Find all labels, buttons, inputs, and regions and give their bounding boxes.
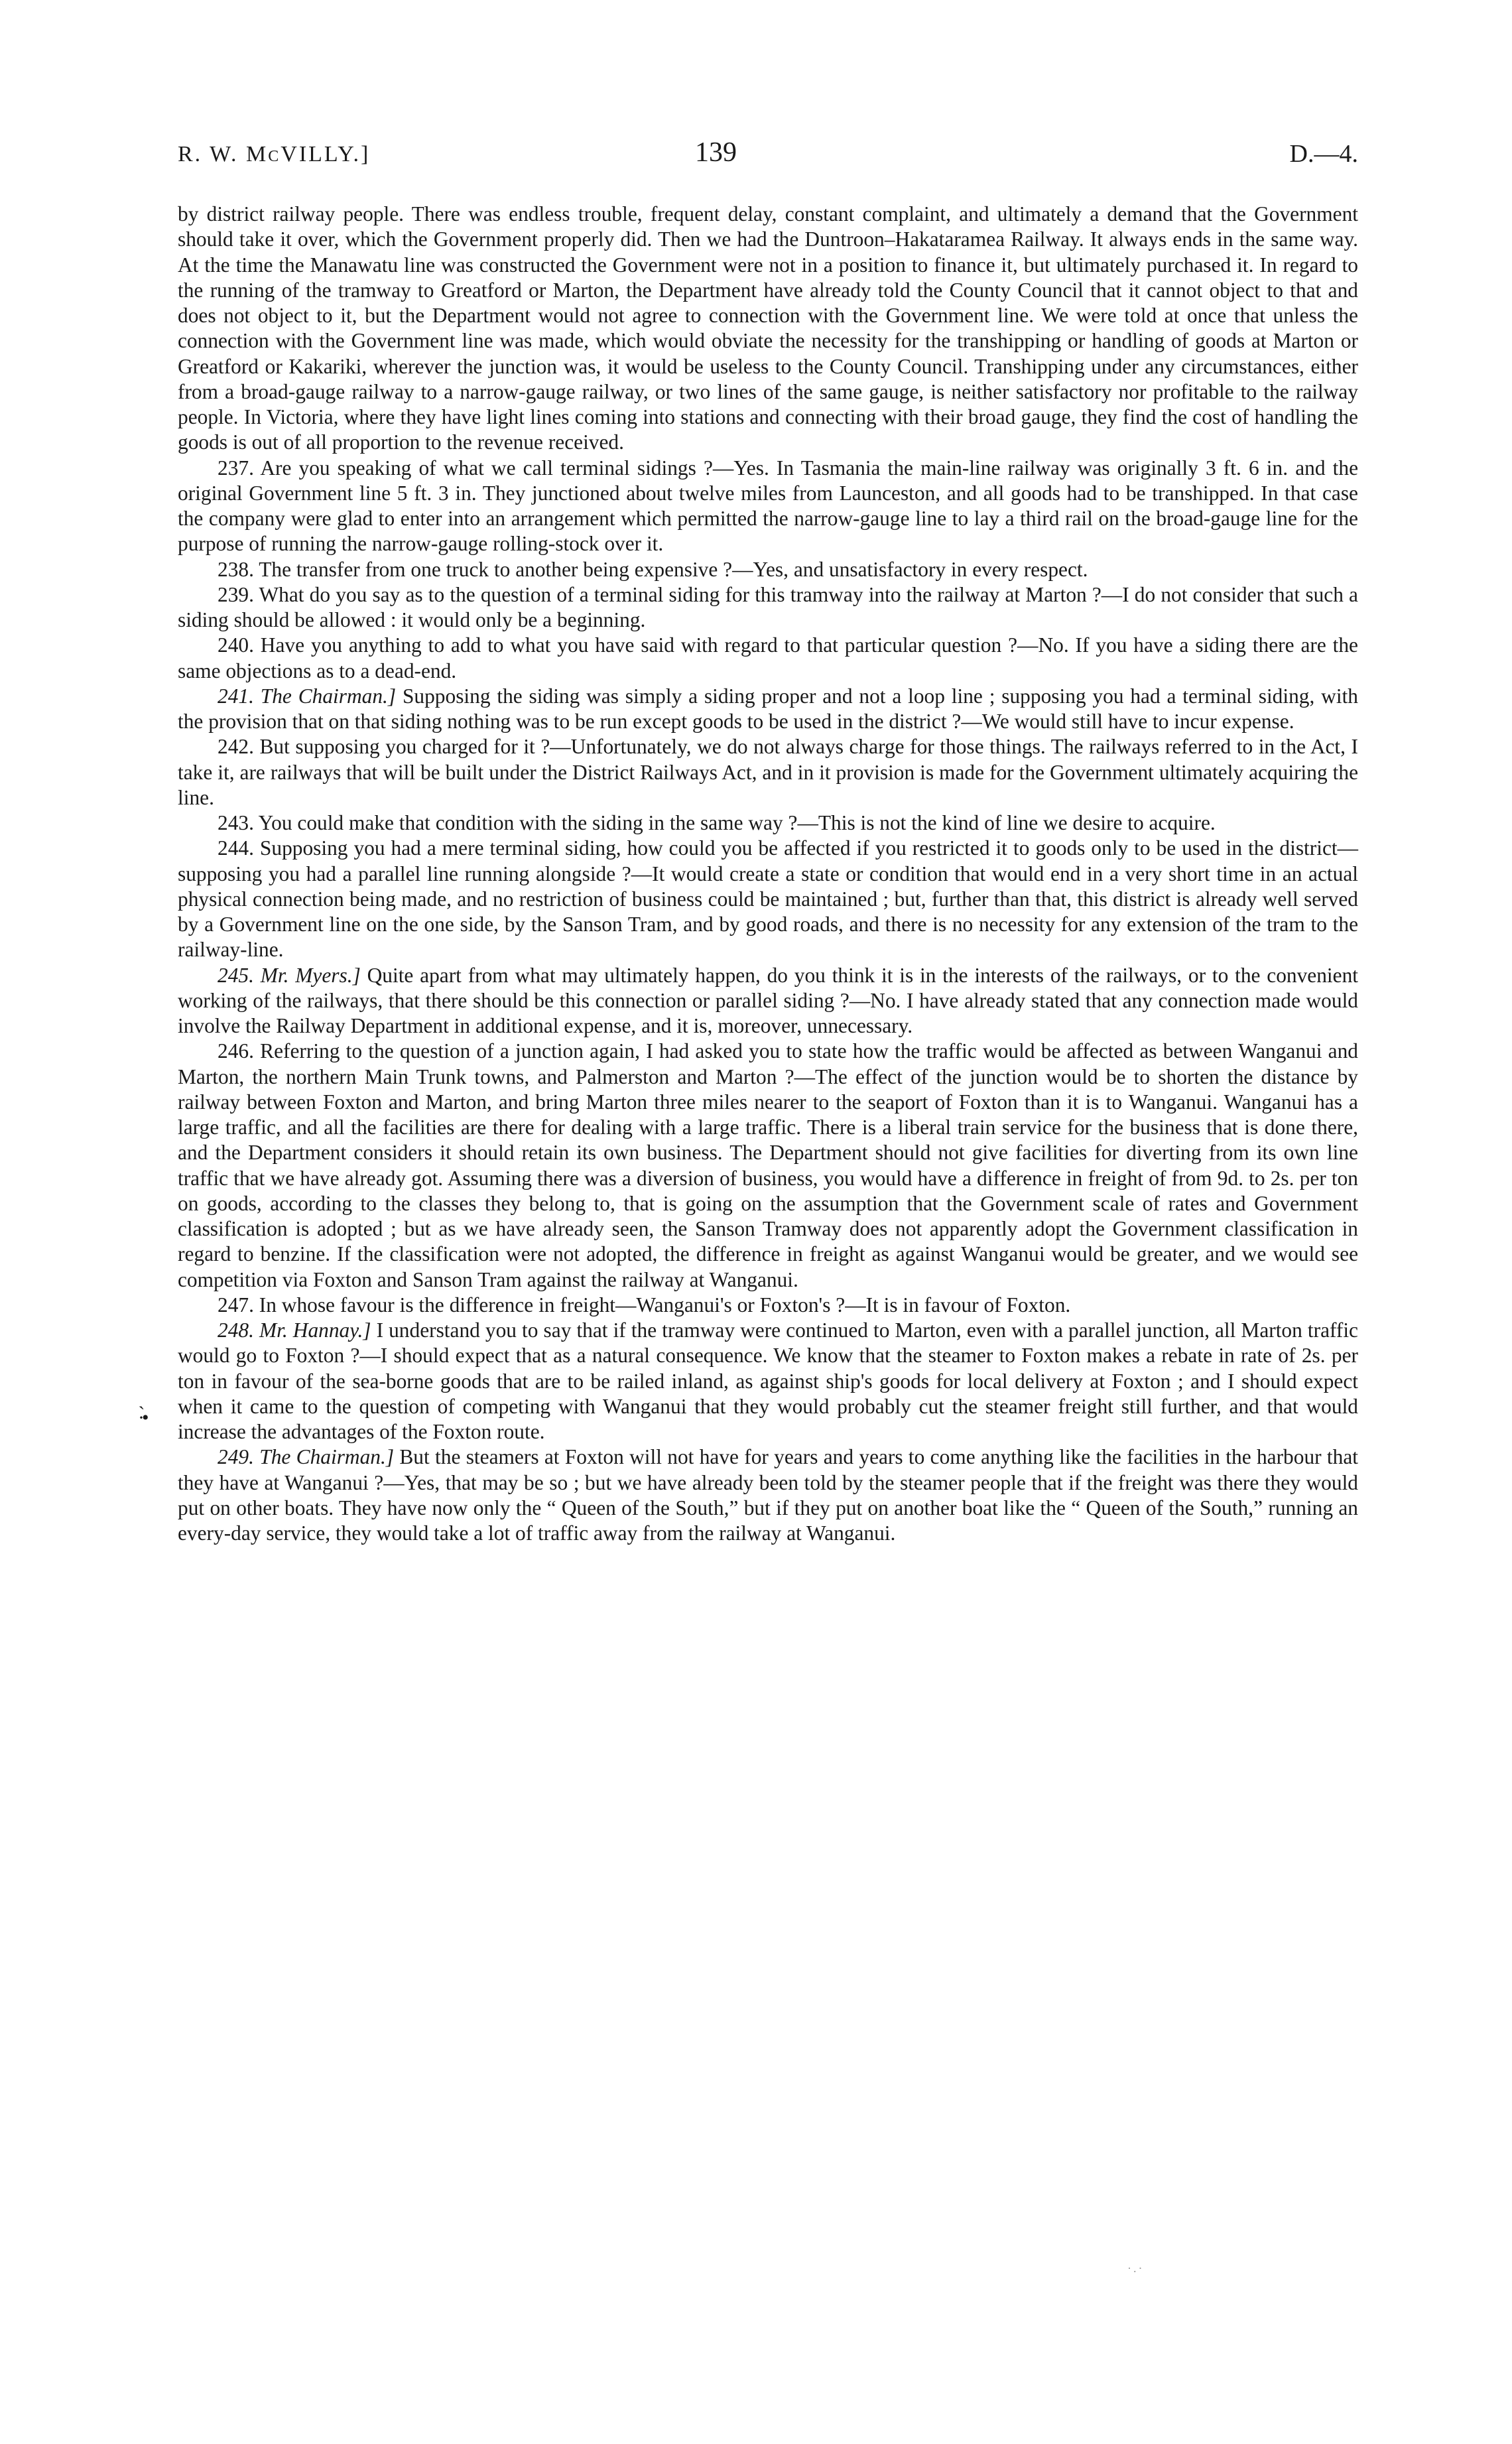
question-246: 246. Referring to the question of a junction again, I had asked you to state how the traffic would be affected as between Wanganui and Marton, the northern Main Trunk towns, and Palmerston and Marton ?—The effect of the junction would be to shorten the distance by railway between Foxton and Marton, and bring Marton three miles nearer to the seaport of Foxton than it is to Wanganui. Wanganui has a large traffic, and all the facilities are there for dealing with a large traffic. There is a liberal train service for the business that is done there, and the Department considers it should retain its own business. The Department should not give facilities for diverting from its own line traffic that we have already got. Assuming there was a diversion of business, you would have a difference in freight of from 9d. to 2s. per ton on goods, according to the classes they belong to, that is going on the assumption that the Government scale of rates and Government classification is adopted ; but as we have already seen, the Sanson Tramway does not apparently adopt the Government classification in regard to benzine. If the classification were not adopted, the difference in freight as against Wanganui would be greater, and we would see competition via Foxton and Sanson Tram against the railway at Wanganui.: [178, 1039, 1358, 1291]
question-248: 248. Mr. Hannay.] I understand you to say that if the tramway were continued to Marton, even with a parallel junction, all Marton traffic would go to Foxton ?—I should expect that as a natural consequence. We know that the steamer to Foxton makes a rebate in rate of 2s. per ton in favour of the sea-borne goods that are to be railed inland, as against ship's goods for local delivery at Foxton ; and I should expect when it came to the question of competing with Wanganui that they would probably cut the steamer freight still further, and that would increase the advantages of the Foxton route.: [178, 1318, 1358, 1443]
question-239: 239. What do you say as to the question of a terminal siding for this tramway into the railway at Marton ?—I do not consider that such a siding should be allowed : it would only be a beginning.: [178, 582, 1358, 631]
question-241: 241. The Chairman.] Supposing the siding was simply a siding proper and not a loop line ; supposing you had a terminal siding, with the provision that on that siding nothing was to be run except goods to be used in the district ?—We would still have to incur expense.: [178, 684, 1358, 733]
question-244: 244. Supposing you had a mere terminal siding, how could you be affected if you restricted it to goods only to be used in the district—supposing you had a parallel line running alongside ?—It would create a state or condition that would end in a very short time in an actual physical connection being made, and no restriction of business could be maintained ; but, further than that, this district is already well served by a Government line on the one side, by the Sanson Tram, and by good roads, and there is no necessity for any extension of the tram to the railway-line.: [178, 836, 1358, 962]
page-header: [178, 137, 1358, 176]
document-reference: D.—4.: [1289, 140, 1358, 168]
question-249: 249. The Chairman.] But the steamers at Foxton will not have for years and years to come anything like the facilities in the harbour that they have at Wanganui ?—Yes, that may be so ; but we have already been told by the steamer people that if the freight was there they would put on other boats. They have now only the “ Queen of the South,” but if they put on another boat like the “ Queen of the South,” running an every-day service, they would take a lot of traffic away from the railway at Wanganui.: [178, 1445, 1358, 1545]
page-number: 139: [695, 137, 737, 168]
evidence-body: [178, 202, 1358, 1546]
question-245: 245. Mr. Myers.] Quite apart from what may ultimately happen, do you think it is in the interests of the railways, or to the convenient working of the railways, that there should be this connection or parallel siding ?—No. I have already stated that any connection made would involve the Railway Department in additional expense, and it is, moreover, unnecessary.: [178, 963, 1358, 1037]
header-witness-name: R. W. McVILLY.]: [178, 142, 371, 166]
question-240: 240. Have you anything to add to what you have said with regard to that particular question ?—No. If you have a siding there are the same objections as to a dead-end.: [178, 633, 1358, 682]
speaker-label: 249. The Chairman.]: [218, 1445, 395, 1469]
question-237: 237. Are you speaking of what we call terminal sidings ?—Yes. In Tasmania the main-line railway was originally 3 ft. 6 in. and the original Government line 5 ft. 3 in. They junctioned about twelve miles from Launceston, and all goods had to be transhipped. In that case the company were glad to enter into an arrangement which permitted the narrow-gauge line to lay a third rail on the broad-gauge line for the purpose of running the narrow-gauge rolling-stock over it.: [178, 456, 1358, 556]
speaker-label: 245. Mr. Myers.]: [218, 963, 361, 987]
scan-smudge: ·.·: [1127, 2262, 1145, 2275]
paragraph-continuation: by district railway people. There was endless trouble, frequent delay, constant complaint, and ultimately a demand that the Government should take it over, which the Government properly did. Then we had the Duntroon–Hakataramea Railway. It always ends in the same way. At the time the Manawatu line was constructed the Government were not in a position to finance it, but ultimately purchased it. In regard to the running of the tramway to Greatford or Marton, the Department have already told the County Council that it cannot object to that and does not object to it, but the Department would not agree to connection with the Government line. We were told at once that unless the connection with the Government line was made, which would obviate the necessity for the transhipping or handling of goods at Marton or Greatford or Kakariki, wherever the junction was, it would be useless to the County Council. Transhipping under any circumstances, either from a broad-gauge railway to a narrow-gauge railway, or two lines of the same gauge, is neither satisfactory nor profitable to the railway people. In Victoria, where they have light lines coming into stations and connecting with their broad gauge, they find the cost of handling the goods is out of all proportion to the revenue received.: [178, 202, 1358, 454]
margin-mark: ·̀•: [138, 1407, 147, 1429]
question-247: 247. In whose favour is the difference in freight—Wanganui's or Foxton's ?—It is in favour of Foxton.: [218, 1293, 1071, 1317]
speaker-label: 241. The Chairman.]: [218, 684, 397, 708]
question-243: 243. You could make that condition with the siding in the same way ?—This is not the kind of line we desire to acquire.: [218, 811, 1216, 834]
speaker-label: 248. Mr. Hannay.]: [218, 1318, 371, 1342]
question-242: 242. But supposing you charged for it ?—Unfortunately, we do not always charge for those things. The railways referred to in the Act, I take it, are railways that will be built under the District Railways Act, and in it provision is made for the Government ultimately acquiring the line.: [178, 735, 1358, 809]
question-238: 238. The transfer from one truck to another being expensive ?—Yes, and unsatisfactory in every respect.: [218, 557, 1088, 581]
